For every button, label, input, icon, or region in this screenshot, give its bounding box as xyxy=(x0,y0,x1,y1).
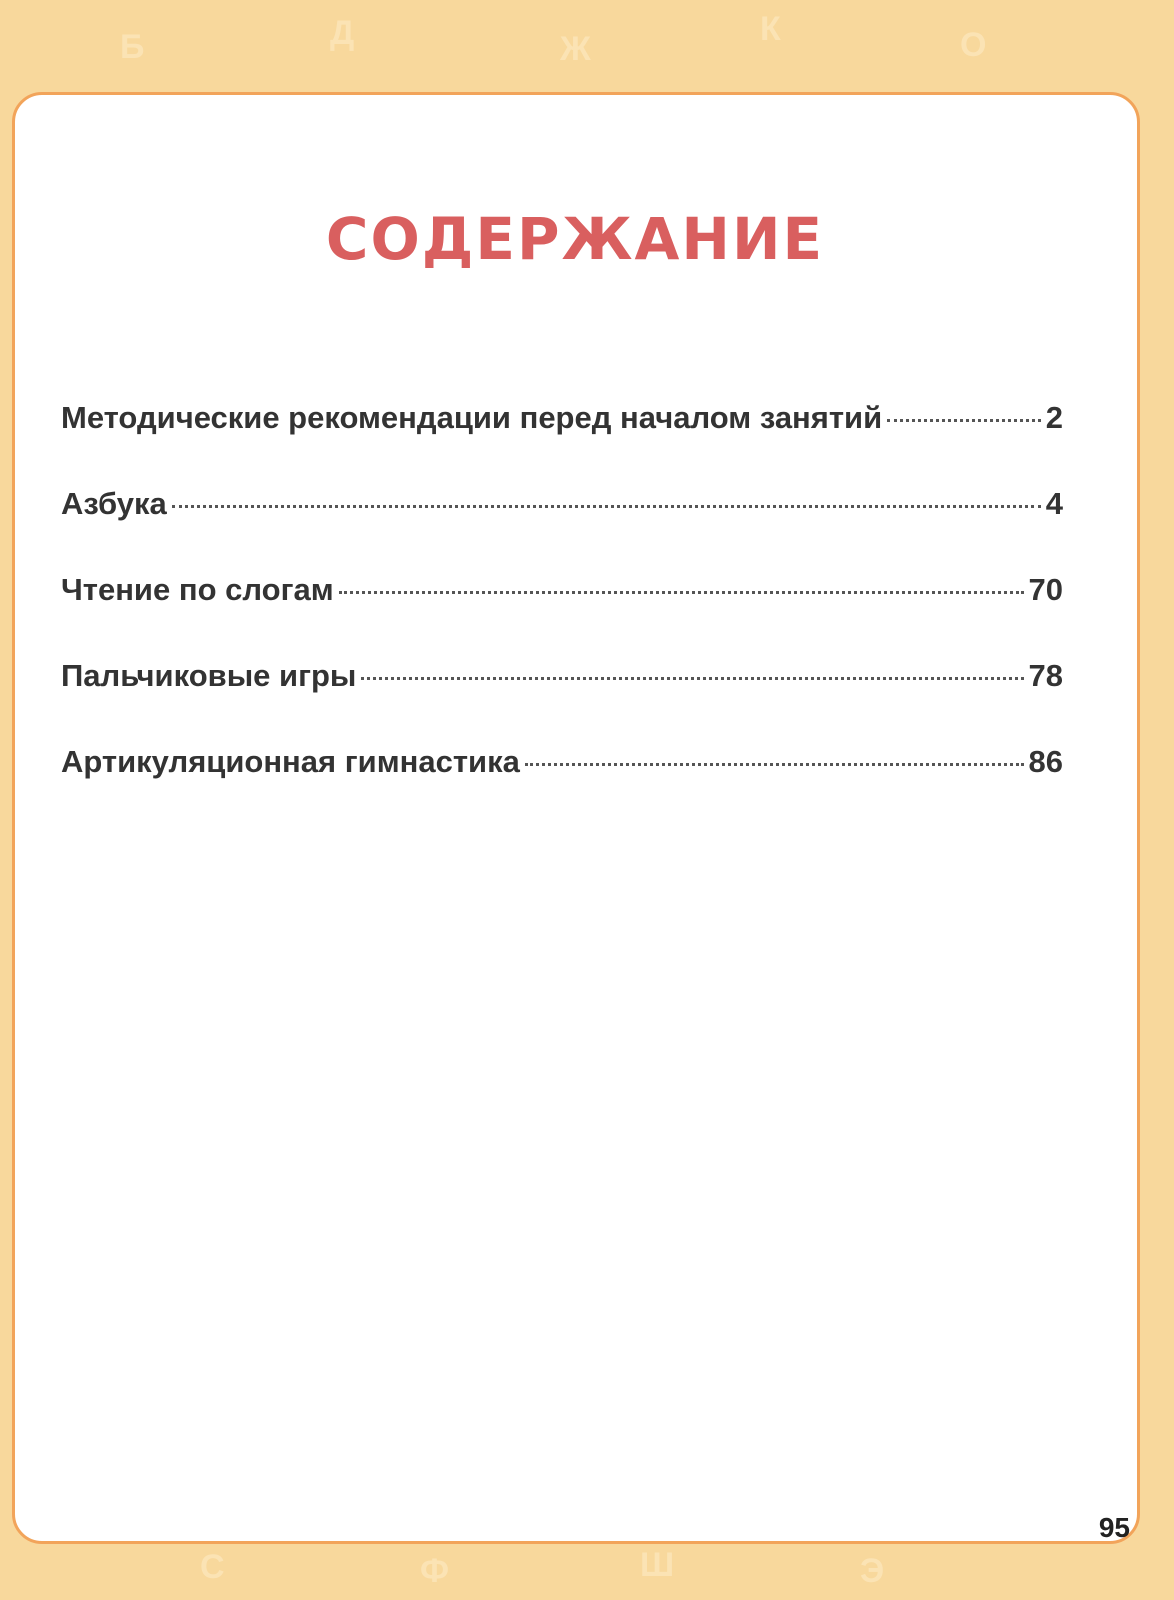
toc-entry-label: Артикуляционная гимнастика xyxy=(61,744,520,779)
toc-entry[interactable] xyxy=(61,400,1063,486)
dot-leader xyxy=(525,763,1024,766)
toc-entry-label: Азбука xyxy=(61,486,167,521)
toc-entry-page: 2 xyxy=(1045,400,1063,435)
toc-entry-label: Чтение по слогам xyxy=(61,572,334,607)
toc-entry[interactable] xyxy=(61,572,1063,658)
toc-entry[interactable] xyxy=(61,486,1063,572)
page-title: СОДЕРЖАНИЕ xyxy=(325,205,825,273)
toc-entry-page: 86 xyxy=(1028,744,1063,779)
toc-entry-label: Методические рекомендации перед началом занятий xyxy=(61,400,883,435)
toc-entry-page: 78 xyxy=(1028,658,1063,693)
toc-entry[interactable] xyxy=(61,658,1063,744)
toc-entry-page: 70 xyxy=(1028,572,1063,607)
toc-entry-page: 4 xyxy=(1045,486,1063,521)
toc-entry-label: Пальчиковые игры xyxy=(61,658,357,693)
table-of-contents xyxy=(61,400,1063,830)
dot-leader xyxy=(361,677,1023,680)
toc-entry[interactable] xyxy=(61,744,1063,830)
background-letter-pattern: Б Д Ж К О С Ф Ш Э xyxy=(120,10,987,1590)
dot-leader xyxy=(339,591,1024,594)
dot-leader xyxy=(172,505,1041,508)
dot-leader xyxy=(887,419,1041,422)
page-number: 95 xyxy=(1098,1512,1130,1543)
